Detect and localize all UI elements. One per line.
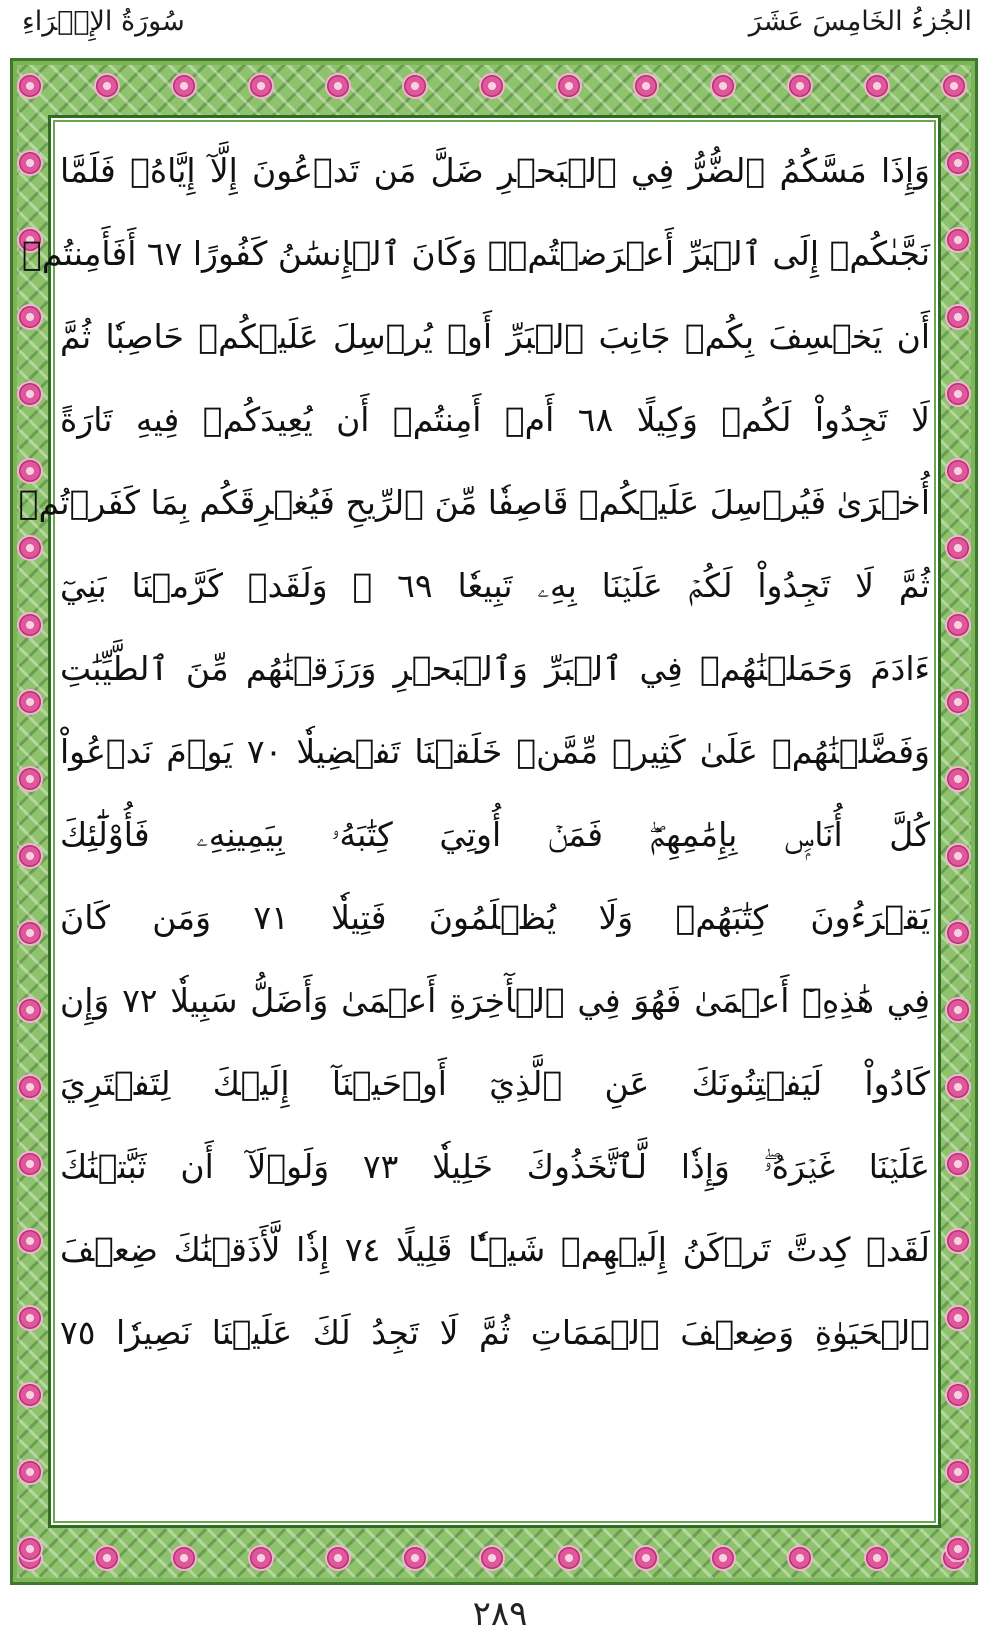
flower-ornament-icon xyxy=(19,75,41,97)
flower-ornament-icon xyxy=(866,1547,888,1569)
flower-ornament-icon xyxy=(947,1076,969,1098)
text-line: لَا تَجِدُواْ لَكُمۡ وَكِيلًا ٦٨ أَمۡ أَمِنتُمۡ أَن يُعِيدَكُمۡ فِيهِ تَارَةً xyxy=(60,400,930,439)
text-line: أُخۡرَىٰ فَيُرۡسِلَ عَلَيۡكُمۡ قَاصِفٗا مِّنَ ٱلرِّيحِ فَيُغۡرِقَكُم بِمَا كَفَرۡتُمۡ xyxy=(18,483,930,522)
flower-ornament-icon xyxy=(947,999,969,1021)
flower-ornament-icon xyxy=(947,229,969,251)
text-line: لَقَدۡ كِدتَّ تَرۡكَنُ إِلَيۡهِمۡ شَيۡـٔٗا قَلِيلًا ٧٤ إِذٗا لَّأَذَقۡنَٰكَ ضِعۡفَ xyxy=(60,1230,930,1269)
flower-ornament-icon xyxy=(19,691,41,713)
flower-ornament-icon xyxy=(327,1547,349,1569)
flower-ornament-icon xyxy=(19,768,41,790)
flower-ornament-icon xyxy=(19,1538,41,1560)
text-line: ثُمَّ لَا تَجِدُواْ لَكُمۡ عَلَيۡنَا بِهِۦ تَبِيعٗا ٦٩ ۞ وَلَقَدۡ كَرَّمۡنَا بَنِيٓ xyxy=(60,566,930,605)
flower-ornament-icon xyxy=(19,999,41,1021)
flower-ornament-icon xyxy=(635,75,657,97)
flower-ornament-icon xyxy=(96,1547,118,1569)
flower-ornament-icon xyxy=(19,1230,41,1252)
flower-ornament-icon xyxy=(19,922,41,944)
flower-ornament-icon xyxy=(947,1538,969,1560)
flower-ornament-icon xyxy=(947,306,969,328)
text-line: ءَادَمَ وَحَمَلۡنَٰهُمۡ فِي ٱلۡبَرِّ وَٱلۡبَحۡرِ وَرَزَقۡنَٰهُم مِّنَ ٱلطَّيِّبَٰتِ xyxy=(60,649,930,688)
flower-ornament-icon xyxy=(19,614,41,636)
text-line: فِي هَٰذِهِۦٓ أَعۡمَىٰ فَهُوَ فِي ٱلۡأٓخِرَةِ أَعۡمَىٰ وَأَضَلُّ سَبِيلٗا ٧٢ وَإِن xyxy=(60,981,930,1020)
flower-ornament-icon xyxy=(635,1547,657,1569)
flower-ornament-icon xyxy=(712,1547,734,1569)
page-number: ٢٨٩ xyxy=(472,1594,528,1634)
flower-ornament-icon xyxy=(19,1076,41,1098)
flower-ornament-icon xyxy=(250,75,272,97)
flower-ornament-icon xyxy=(947,845,969,867)
flower-ornament-icon xyxy=(19,1153,41,1175)
flower-ornament-icon xyxy=(19,1307,41,1329)
flower-ornament-icon xyxy=(789,75,811,97)
text-line: وَإِذَا مَسَّكُمُ ٱلضُّرُّ فِي ٱلۡبَحۡرِ ضَلَّ مَن تَدۡعُونَ إِلَّآ إِيَّاهُۖ فَلَمَّا xyxy=(60,151,930,190)
flower-ornament-icon xyxy=(789,1547,811,1569)
flower-ornament-icon xyxy=(481,1547,503,1569)
flower-ornament-icon xyxy=(947,537,969,559)
flower-ornament-icon xyxy=(947,1307,969,1329)
flower-ornament-icon xyxy=(947,1461,969,1483)
flower-ornament-icon xyxy=(404,75,426,97)
text-line: أَن يَخۡسِفَ بِكُمۡ جَانِبَ ٱلۡبَرِّ أَوۡ يُرۡسِلَ عَلَيۡكُمۡ حَاصِبٗا ثُمَّ xyxy=(60,317,930,356)
flower-ornament-icon xyxy=(173,1547,195,1569)
flower-ornament-icon xyxy=(558,75,580,97)
flower-ornament-icon xyxy=(943,75,965,97)
text-line: ٱلۡحَيَوٰةِ وَضِعۡفَ ٱلۡمَمَاتِ ثُمَّ لَا تَجِدُ لَكَ عَلَيۡنَا نَصِيرٗا ٧٥ xyxy=(60,1313,930,1352)
juz-title: الجُزءُ الخَامِسَ عَشَرَ xyxy=(748,6,972,37)
flower-ornament-icon xyxy=(19,306,41,328)
flower-ornament-icon xyxy=(947,768,969,790)
flower-ornament-icon xyxy=(947,922,969,944)
flower-ornament-icon xyxy=(947,1230,969,1252)
verse-text-block xyxy=(18,128,931,1518)
flower-ornament-icon xyxy=(947,383,969,405)
flower-ornament-icon xyxy=(96,75,118,97)
flower-ornament-icon xyxy=(481,75,503,97)
flower-ornament-icon xyxy=(947,152,969,174)
text-line: كَادُواْ لَيَفۡتِنُونَكَ عَنِ ٱلَّذِيٓ أَوۡحَيۡنَآ إِلَيۡكَ لِتَفۡتَرِيَ xyxy=(60,1064,930,1103)
flower-ornament-icon xyxy=(947,1153,969,1175)
flower-ornament-icon xyxy=(19,152,41,174)
flower-ornament-icon xyxy=(19,1461,41,1483)
text-line: يَقۡرَءُونَ كِتَٰبَهُمۡ وَلَا يُظۡلَمُونَ فَتِيلٗا ٧١ وَمَن كَانَ xyxy=(60,898,931,937)
flower-ornament-icon xyxy=(327,75,349,97)
flower-ornament-icon xyxy=(250,1547,272,1569)
flower-ornament-icon xyxy=(19,845,41,867)
flower-ornament-icon xyxy=(947,460,969,482)
flower-ornament-icon xyxy=(947,1384,969,1406)
text-line: نَجَّىٰكُمۡ إِلَى ٱلۡبَرِّ أَعۡرَضۡتُمۡۚ وَكَانَ ٱلۡإِنسَٰنُ كَفُورًا ٦٧ أَفَأَمِنتُمۡ xyxy=(22,234,930,273)
flower-ornament-icon xyxy=(712,75,734,97)
surah-title: سُورَةُ الإِسۡرَاءِ xyxy=(22,6,185,37)
page-header xyxy=(0,0,1000,60)
flower-ornament-icon xyxy=(947,614,969,636)
flower-ornament-icon xyxy=(866,75,888,97)
text-line: كُلَّ أُنَاسِۭ بِإِمَٰمِهِمۡۖ فَمَنۡ أُوتِيَ كِتَٰبَهُۥ بِيَمِينِهِۦ فَأُوْلَٰٓئِكَ xyxy=(60,815,930,854)
flower-ornament-icon xyxy=(404,1547,426,1569)
text-line: عَلَيۡنَا غَيۡرَهُۥۖ وَإِذٗا لَّٱتَّخَذُوكَ خَلِيلٗا ٧٣ وَلَوۡلَآ أَن ثَبَّتۡنَٰكَ xyxy=(60,1147,930,1186)
text-line: وَفَضَّلۡنَٰهُمۡ عَلَىٰ كَثِيرٖ مِّمَّنۡ خَلَقۡنَا تَفۡضِيلٗا ٧٠ يَوۡمَ نَدۡعُواْ xyxy=(60,732,930,771)
flower-ornament-icon xyxy=(947,691,969,713)
flower-ornament-icon xyxy=(558,1547,580,1569)
flower-ornament-icon xyxy=(173,75,195,97)
flower-ornament-icon xyxy=(19,383,41,405)
flower-ornament-icon xyxy=(19,1384,41,1406)
